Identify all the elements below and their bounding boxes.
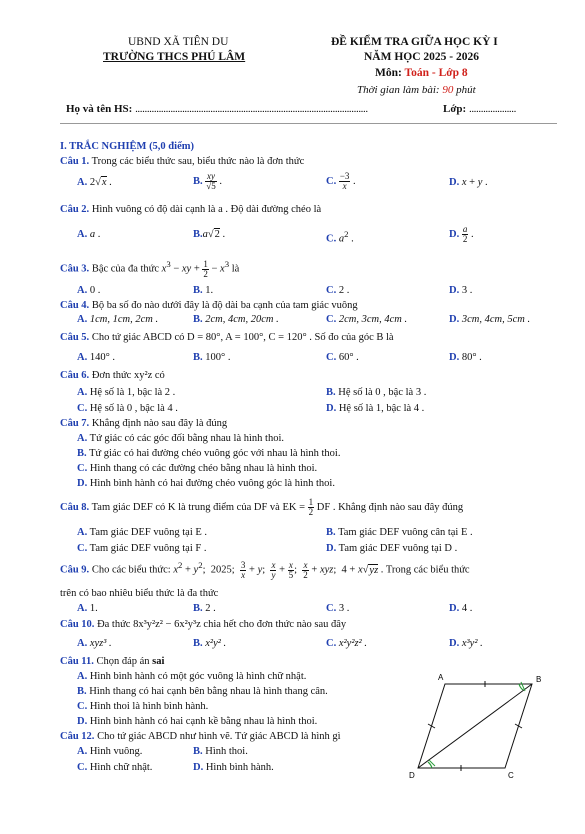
question-6: Câu 6. Đơn thức xy²z có	[60, 370, 165, 381]
q12-option-c: C. Hình chữ nhật.	[77, 762, 153, 773]
q7-option-d: D. Hình bình hành có hai đường chéo vuông góc là hình thoi.	[77, 478, 335, 489]
q9-option-c: C. 3 .	[326, 603, 350, 614]
q3-option-c: C. 2 .	[326, 285, 350, 296]
diagonal-bd	[418, 684, 532, 768]
question-4: Câu 4. Bộ ba số đo nào dưới đây là độ dài ba cạnh của tam giác vuông	[60, 300, 358, 311]
school-year: NĂM HỌC 2025 - 2026	[364, 51, 479, 63]
question-8: Câu 8. Tam giác DEF có K là trung điểm của DF và EK = $\frac{1}{2}$ DF . Khẳng định nào sau đây đúng	[60, 497, 464, 517]
q2-option-d: D. $\frac{a}{2}$ .	[449, 224, 474, 244]
label-b: B	[536, 675, 542, 684]
question-10: Câu 10. Đa thức 8x³y²z² − 6x²y³z chia hết cho đơn thức nào sau đây	[60, 619, 347, 630]
class-field: Lớp: ....................	[443, 103, 516, 115]
q1-option-a: A. 2√x .	[77, 177, 112, 188]
q5-option-c: C. 60° .	[326, 352, 359, 363]
subject-line: Môn: Toán - Lớp 8	[375, 67, 468, 79]
section-title: I. TRẮC NGHIỆM (5,0 điểm)	[60, 141, 194, 152]
q12-option-b: B. Hình thoi.	[193, 746, 248, 757]
q4-option-a: A. 1cm, 1cm, 2cm .	[77, 314, 159, 325]
q7-option-a: A. Tứ giác có các góc đối bằng nhau là hình thoi.	[77, 433, 284, 444]
q10-option-c: C. x²y²z² .	[326, 638, 367, 649]
q8-option-c: C. Tam giác DEF vuông tại F .	[77, 543, 207, 554]
label-a: A	[438, 673, 444, 682]
q6-option-b: B. Hệ số là 0 , bậc là 3 .	[326, 387, 427, 398]
q9-option-a: A. 1.	[77, 603, 98, 614]
q10-option-b: B. x²y² .	[193, 638, 227, 649]
q10-option-a: A. xyz³ .	[77, 638, 112, 649]
q11-option-c: C. Hình thoi là hình bình hành.	[77, 701, 209, 712]
label-d: D	[409, 771, 415, 780]
q5-option-b: B. 100° .	[193, 352, 231, 363]
label-c: C	[508, 771, 514, 780]
q2-option-b: B.a√2 .	[193, 229, 226, 240]
q7-option-b: B. Tứ giác có hai đường chéo vuông góc với nhau là hình thoi.	[77, 448, 341, 459]
q6-option-c: C. Hệ số là 0 , bậc là 4 .	[77, 403, 178, 414]
exam-title: ĐỀ KIỂM TRA GIỮA HỌC KỲ I	[331, 36, 498, 48]
q1-option-b: B. $\frac{xy}{√5}$ .	[193, 171, 222, 191]
q11-option-a: A. Hình bình hành có một góc vuông là hình chữ nhật.	[77, 671, 307, 682]
student-name-field: Họ và tên HS: ...................................................................................................	[66, 103, 368, 115]
q3-option-b: B. 1.	[193, 285, 214, 296]
question-1: Câu 1. Trong các biểu thức sau, biểu thức nào là đơn thức	[60, 156, 305, 167]
q10-option-d: D. x³y² .	[449, 638, 483, 649]
q9-option-b: B. 2 .	[193, 603, 216, 614]
q5-option-a: A. 140° .	[77, 352, 116, 363]
q9-option-d: D. 4 .	[449, 603, 473, 614]
q4-option-d: D. 3cm, 4cm, 5cm .	[449, 314, 531, 325]
q7-option-c: C. Hình thang có các đường chéo bằng nhau là hình thoi.	[77, 463, 318, 474]
q8-option-a: A. Tam giác DEF vuông tại E .	[77, 527, 208, 538]
q11-option-d: D. Hình bình hành có hai cạnh kề bằng nhau là hình thoi.	[77, 716, 318, 727]
header-divider	[60, 123, 557, 124]
q1-option-d: D. x + y .	[449, 177, 488, 188]
school-name: TRƯỜNG THCS PHÚ LÂM	[103, 51, 246, 63]
q8-option-d: D. Tam giác DEF vuông tại D .	[326, 543, 458, 554]
question-7: Câu 7. Khẳng định nào sau đây là đúng	[60, 418, 228, 429]
q4-option-c: C. 2cm, 3cm, 4cm .	[326, 314, 408, 325]
question-12: Câu 12. Cho tứ giác ABCD như hình vẽ. Tứ giác ABCD là hình gì	[60, 731, 341, 742]
question-2: Câu 2. Hình vuông có độ dài cạnh là a . Độ dài đường chéo là	[60, 204, 322, 215]
q3-option-a: A. 0 .	[77, 285, 101, 296]
q11-option-b: B. Hình thang có hai cạnh bên bằng nhau là hình thang cân.	[77, 686, 328, 697]
question-9-line2: trên có bao nhiêu biểu thức là đa thức	[60, 588, 219, 599]
q2-option-c: C. $a^2$ .	[326, 229, 354, 245]
q2-option-a: A. a .	[77, 229, 101, 240]
q12-option-a: A. Hình vuông.	[77, 746, 143, 757]
question-3: Câu 3. Bậc của đa thức $x^3$ − xy + $\frac{1}{2}$ − $x^3$ là	[60, 258, 240, 279]
q5-option-d: D. 80° .	[449, 352, 482, 363]
q4-option-b: B. 2cm, 4cm, 20cm .	[193, 314, 279, 325]
question-11: Câu 11. Chọn đáp án sai	[60, 656, 165, 667]
q8-option-b: B. Tam giác DEF vuông cân tại E .	[326, 527, 473, 538]
q1-option-c: C. $\frac{-3}{x}$ .	[326, 171, 356, 191]
district-name: UBND XÃ TIÊN DU	[128, 36, 229, 48]
q12-option-d: D. Hình bình hành.	[193, 762, 274, 773]
question-5: Câu 5. Cho tứ giác ABCD có D = 80°, A = 100°, C = 120° . Số đo của góc B là	[60, 332, 394, 343]
q6-option-d: D. Hệ số là 1, bậc là 4 .	[326, 403, 425, 414]
time-line: Thời gian làm bài: 90 phút	[357, 84, 476, 96]
q3-option-d: D. 3 .	[449, 285, 473, 296]
parallelogram-figure	[405, 670, 555, 782]
q6-option-a: A. Hệ số là 1, bậc là 2 .	[77, 387, 176, 398]
subject-value: Toán - Lớp 8	[404, 67, 468, 79]
question-9: Câu 9. Cho các biểu thức: $x^2 + y^2$; 2025; $\frac{3}{x}$ + y; $\frac{x}{y}$ + $\frac{x}{5}$ ; $\frac{x}{2}$ + xyz; 4 + x√yz . Trong các biểu thức	[60, 559, 470, 580]
